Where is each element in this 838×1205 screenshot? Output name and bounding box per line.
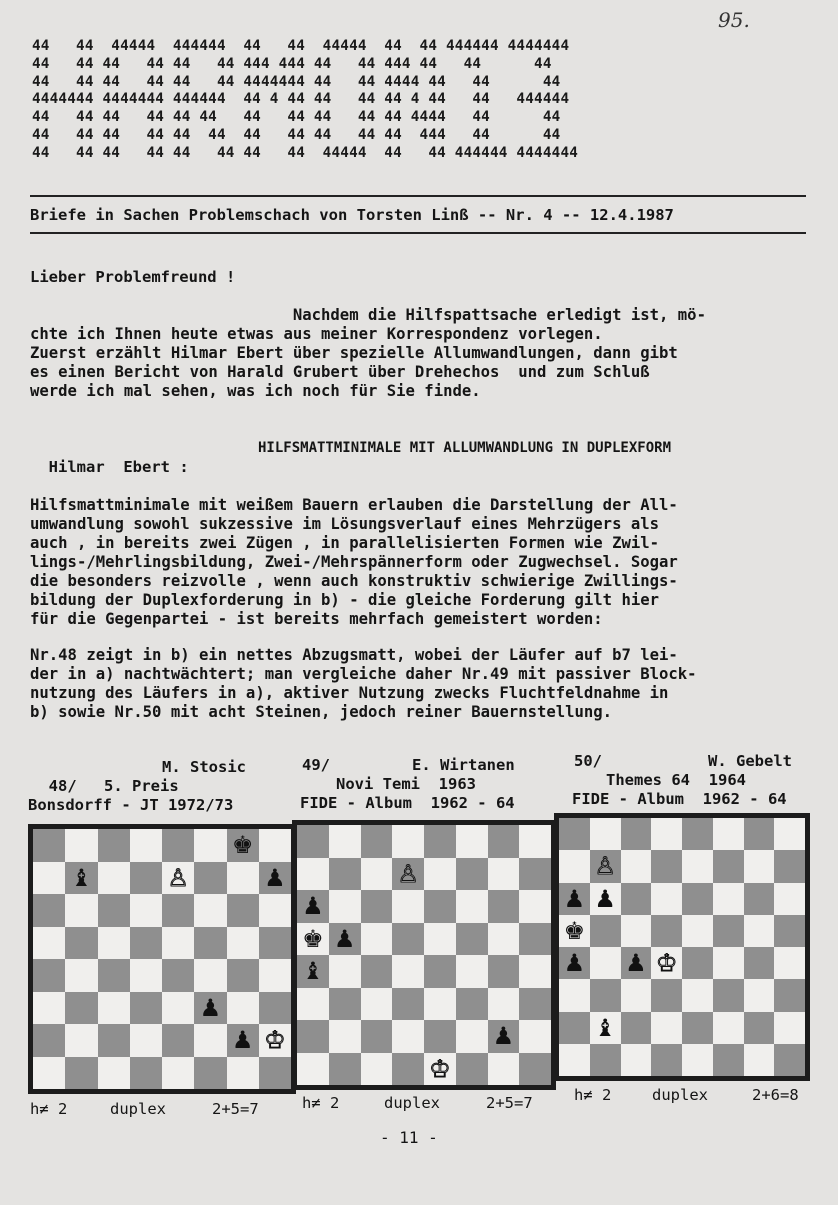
square-g7 [488, 858, 520, 891]
square-b4 [329, 955, 361, 988]
square-b2 [65, 1024, 97, 1057]
square-c3 [621, 979, 652, 1011]
square-h7 [259, 862, 291, 895]
square-c4 [361, 955, 393, 988]
square-c2 [98, 1024, 130, 1057]
black-piece-h7: ♟ [264, 863, 286, 892]
square-e4 [162, 959, 194, 992]
square-b6 [590, 883, 621, 915]
square-g4 [227, 959, 259, 992]
section-author: Hilmar Ebert : [48, 458, 189, 476]
banner-line: 44 44 44 44 44 44 4444444 44 44 4444 44 44 44 [32, 73, 561, 90]
square-e5 [162, 927, 194, 960]
square-c7 [621, 850, 652, 882]
square-h1 [519, 1053, 551, 1086]
square-f4 [194, 959, 226, 992]
square-d3 [392, 988, 424, 1021]
black-piece-g2: ♟ [492, 1022, 515, 1051]
square-g1 [227, 1057, 259, 1090]
square-b6 [329, 890, 361, 923]
square-g8 [488, 825, 520, 858]
square-g2 [488, 1020, 520, 1053]
text-line: der in a) nachtwächtert; man vergleiche daher Nr.49 mit passiver Block- [30, 665, 697, 683]
chess-diagram-50 [554, 813, 810, 1081]
square-c5 [361, 923, 393, 956]
square-c6 [98, 894, 130, 927]
square-b7 [590, 850, 621, 882]
text-line: umwandlung sowohl sukzessive im Lösungsverlauf eines Mehrzügers als [30, 515, 660, 533]
square-f1 [194, 1057, 226, 1090]
square-a4 [297, 955, 329, 988]
salutation: Lieber Problemfreund ! [30, 268, 236, 286]
square-e8 [162, 829, 194, 862]
square-b2 [329, 1020, 361, 1053]
square-d1 [130, 1057, 162, 1090]
square-d5 [392, 923, 424, 956]
intro-paragraph [30, 306, 810, 401]
square-a8 [297, 825, 329, 858]
square-g2 [744, 1012, 775, 1044]
square-e5 [682, 915, 713, 947]
square-a2 [33, 1024, 65, 1057]
text-line: lings-/Mehrlingsbildung, Zwei-/Mehrspännerform oder Zugwechsel. Sogar [30, 553, 678, 571]
white-piece-d4: ♔ [655, 949, 678, 978]
white-piece-b7: ♙ [594, 852, 616, 881]
diagram-50-stipulation: h≠ 2 [574, 1086, 612, 1104]
square-b3 [65, 992, 97, 1025]
square-a6 [559, 883, 590, 915]
square-c2 [621, 1012, 652, 1044]
square-f8 [456, 825, 488, 858]
diagram-49-source: FIDE - Album 1962 - 64 [300, 794, 515, 812]
square-d4 [392, 955, 424, 988]
square-e3 [682, 979, 713, 1011]
text-line: bildung der Duplexforderung in b) - die gleiche Forderung gilt hier [30, 591, 660, 609]
square-c2 [361, 1020, 393, 1053]
square-g6 [744, 883, 775, 915]
square-a5 [297, 923, 329, 956]
square-a4 [33, 959, 65, 992]
diagram-49-form: duplex [384, 1094, 440, 1112]
square-g1 [744, 1044, 775, 1076]
chessboard [559, 818, 805, 1076]
square-a7 [559, 850, 590, 882]
square-h8 [774, 818, 805, 850]
banner-line: 44 44 44 44 44 44 44 44 44 44 44 4444 44 44 [32, 109, 561, 126]
square-c1 [361, 1053, 393, 1086]
square-f3 [713, 979, 744, 1011]
square-b7 [329, 858, 361, 891]
handwritten-page-note: 95. [718, 8, 750, 32]
square-h2 [774, 1012, 805, 1044]
text-line: es einen Bericht von Harald Grubert über Drehechos und zum Schluß [30, 363, 650, 381]
square-e6 [162, 894, 194, 927]
diagram-48-source: Bonsdorff - JT 1972/73 [28, 796, 234, 814]
diagram-49-count: 2+5=7 [486, 1094, 533, 1112]
black-piece-b2: ♝ [594, 1013, 616, 1042]
square-b1 [329, 1053, 361, 1086]
square-b5 [329, 923, 361, 956]
square-h8 [259, 829, 291, 862]
square-f1 [713, 1044, 744, 1076]
square-d6 [130, 894, 162, 927]
square-a1 [297, 1053, 329, 1086]
square-b3 [329, 988, 361, 1021]
square-a6 [297, 890, 329, 923]
white-piece-h2: ♔ [264, 1026, 286, 1055]
square-h3 [519, 988, 551, 1021]
body-paragraph-2 [30, 646, 810, 722]
square-d3 [651, 979, 682, 1011]
square-h3 [259, 992, 291, 1025]
black-piece-g2: ♟ [231, 1026, 254, 1055]
square-e4 [682, 947, 713, 979]
square-f7 [713, 850, 744, 882]
square-a8 [33, 829, 65, 862]
newsletter-subtitle: Briefe in Sachen Problemschach von Torsten Linß -- Nr. 4 -- 12.4.1987 [30, 206, 674, 224]
square-a7 [33, 862, 65, 895]
black-piece-a6: ♟ [302, 892, 324, 921]
square-g3 [488, 988, 520, 1021]
square-d8 [392, 825, 424, 858]
square-c8 [98, 829, 130, 862]
banner-line: 44 44 44 44 44 44 44 44 44444 44 44 444444 4444444 [32, 144, 579, 161]
diagram-number: 48/ [48, 777, 77, 795]
square-c5 [98, 927, 130, 960]
square-g3 [744, 979, 775, 1011]
white-piece-e7: ♙ [167, 863, 189, 892]
black-piece-b7: ♝ [70, 863, 93, 892]
square-d8 [130, 829, 162, 862]
diagram-48-count: 2+5=7 [212, 1100, 259, 1118]
square-e2 [682, 1012, 713, 1044]
square-c7 [361, 858, 393, 891]
black-piece-a6: ♟ [563, 884, 586, 913]
diagram-49-stipulation: h≠ 2 [302, 1094, 340, 1112]
square-f7 [456, 858, 488, 891]
square-d1 [651, 1044, 682, 1076]
square-h6 [259, 894, 291, 927]
square-e3 [424, 988, 456, 1021]
diagram-48-author: M. Stosic [162, 758, 246, 776]
square-b1 [590, 1044, 621, 1076]
square-f2 [194, 1024, 226, 1057]
square-e4 [424, 955, 456, 988]
black-piece-c4: ♟ [625, 949, 647, 978]
square-b1 [65, 1057, 97, 1090]
page-number: - 11 - [380, 1128, 438, 1147]
square-f6 [456, 890, 488, 923]
square-b3 [590, 979, 621, 1011]
square-f6 [713, 883, 744, 915]
square-b6 [65, 894, 97, 927]
text-line: Nr.48 zeigt in b) ein nettes Abzugsmatt, wobei der Läufer auf b7 lei- [30, 646, 678, 664]
text-line: für die Gegenpartei - ist bereits mehrfach gemeistert worden: [30, 610, 603, 628]
square-h7 [774, 850, 805, 882]
square-h8 [519, 825, 551, 858]
square-d6 [392, 890, 424, 923]
square-f6 [194, 894, 226, 927]
text-line: auch , in bereits zwei Zügen , in parallelisierten Formen wie Zwil- [30, 534, 660, 552]
section-heading [30, 440, 810, 494]
square-g7 [744, 850, 775, 882]
square-g8 [227, 829, 259, 862]
square-h7 [519, 858, 551, 891]
square-d5 [651, 915, 682, 947]
square-g5 [488, 923, 520, 956]
black-piece-b5: ♟ [333, 924, 356, 953]
square-h4 [259, 959, 291, 992]
square-b5 [65, 927, 97, 960]
square-d7 [392, 858, 424, 891]
square-d2 [130, 1024, 162, 1057]
top-rule [30, 195, 806, 197]
square-f4 [456, 955, 488, 988]
square-c5 [621, 915, 652, 947]
banner-line: 4444444 4444444 444444 44 4 44 44 44 44 4 44 44 444444 [32, 91, 570, 108]
square-h5 [774, 915, 805, 947]
text-line: chte ich Ihnen heute etwas aus meiner Korrespondenz vorlegen. [30, 325, 603, 343]
square-e6 [682, 883, 713, 915]
square-h6 [774, 883, 805, 915]
black-piece-f3: ♟ [199, 993, 222, 1022]
square-c6 [621, 883, 652, 915]
square-h5 [259, 927, 291, 960]
square-b8 [329, 825, 361, 858]
square-c8 [621, 818, 652, 850]
diagram-50-count: 2+6=8 [752, 1086, 799, 1104]
diagram-50-source: FIDE - Album 1962 - 64 [572, 790, 787, 808]
square-a2 [559, 1012, 590, 1044]
square-e1 [162, 1057, 194, 1090]
chess-diagram-49 [292, 820, 556, 1090]
black-piece-g8: ♚ [231, 831, 254, 860]
square-b5 [590, 915, 621, 947]
diagram-49-author: E. Wirtanen [412, 756, 515, 774]
square-h3 [774, 979, 805, 1011]
square-g6 [227, 894, 259, 927]
square-f1 [456, 1053, 488, 1086]
banner-line: 44 44 44444 444444 44 44 44444 44 44 444444 4444444 [32, 38, 570, 54]
square-e1 [424, 1053, 456, 1086]
diagram-50-form: duplex [652, 1086, 708, 1104]
square-d3 [130, 992, 162, 1025]
square-b7 [65, 862, 97, 895]
square-f8 [194, 829, 226, 862]
square-e8 [424, 825, 456, 858]
diagram-49-award: Novi Temi 1963 [336, 775, 476, 793]
square-b2 [590, 1012, 621, 1044]
square-d2 [392, 1020, 424, 1053]
square-b8 [590, 818, 621, 850]
text-line: die besonders reizvolle , wenn auch konstruktiv schwierige Zwillings- [30, 572, 678, 590]
square-g8 [744, 818, 775, 850]
square-d7 [651, 850, 682, 882]
square-d4 [651, 947, 682, 979]
square-e1 [682, 1044, 713, 1076]
square-b4 [65, 959, 97, 992]
body-paragraph-1 [30, 496, 810, 629]
square-f2 [456, 1020, 488, 1053]
text-line: Nachdem die Hilfspattsache erledigt ist, mö- [30, 306, 706, 324]
black-piece-a4: ♟ [563, 949, 586, 978]
square-d7 [130, 862, 162, 895]
square-h2 [259, 1024, 291, 1057]
chess-diagram-48 [28, 824, 296, 1094]
diagram-48-stipulation: h≠ 2 [30, 1100, 68, 1118]
black-piece-b6: ♟ [594, 884, 616, 913]
square-a7 [297, 858, 329, 891]
square-f5 [713, 915, 744, 947]
square-c3 [98, 992, 130, 1025]
square-e5 [424, 923, 456, 956]
square-c6 [361, 890, 393, 923]
black-piece-a5: ♚ [563, 916, 586, 945]
square-a5 [33, 927, 65, 960]
square-c7 [98, 862, 130, 895]
square-d6 [651, 883, 682, 915]
square-c4 [98, 959, 130, 992]
diagram-50-number: 50/ [574, 752, 602, 770]
text-line: Hilfsmattminimale mit weißem Bauern erlauben die Darstellung der All- [30, 496, 678, 514]
diagram-48-header [30, 758, 77, 796]
square-a5 [559, 915, 590, 947]
square-b4 [590, 947, 621, 979]
square-a8 [559, 818, 590, 850]
black-piece-a4: ♝ [302, 957, 324, 986]
black-piece-a5: ♚ [302, 924, 324, 953]
square-c1 [98, 1057, 130, 1090]
square-a1 [33, 1057, 65, 1090]
square-g7 [227, 862, 259, 895]
square-g2 [227, 1024, 259, 1057]
bottom-rule [30, 232, 806, 234]
square-e6 [424, 890, 456, 923]
chessboard [33, 829, 291, 1089]
diagram-50-author: W. Gebelt [708, 752, 792, 770]
text-line: b) sowie Nr.50 mit acht Steinen, jedoch reiner Bauernstellung. [30, 703, 613, 721]
square-d2 [651, 1012, 682, 1044]
square-g5 [227, 927, 259, 960]
square-e7 [162, 862, 194, 895]
diagram-48-award: 5. Preis [104, 777, 179, 795]
square-f7 [194, 862, 226, 895]
square-a2 [297, 1020, 329, 1053]
square-a3 [33, 992, 65, 1025]
square-h1 [259, 1057, 291, 1090]
square-f3 [194, 992, 226, 1025]
text-line: werde ich mal sehen, was ich noch für Sie finde. [30, 382, 481, 400]
square-f8 [713, 818, 744, 850]
text-line: nutzung des Läufers in a), aktiver Nutzung zwecks Fluchtfeldnahme in [30, 684, 669, 702]
square-a4 [559, 947, 590, 979]
text-line: Zuerst erzählt Hilmar Ebert über spezielle Allumwandlungen, dann gibt [30, 344, 678, 362]
square-d5 [130, 927, 162, 960]
square-c8 [361, 825, 393, 858]
square-g3 [227, 992, 259, 1025]
square-a6 [33, 894, 65, 927]
square-f2 [713, 1012, 744, 1044]
square-d4 [130, 959, 162, 992]
diagram-48-form: duplex [110, 1100, 166, 1118]
square-h4 [519, 955, 551, 988]
square-g1 [488, 1053, 520, 1086]
square-a3 [297, 988, 329, 1021]
square-d8 [651, 818, 682, 850]
diagram-50-award: Themes 64 1964 [606, 771, 746, 789]
square-h5 [519, 923, 551, 956]
square-f4 [713, 947, 744, 979]
square-e7 [424, 858, 456, 891]
diagram-49-number: 49/ [302, 756, 330, 774]
square-f3 [456, 988, 488, 1021]
square-h1 [774, 1044, 805, 1076]
square-h6 [519, 890, 551, 923]
square-e2 [162, 1024, 194, 1057]
square-h4 [774, 947, 805, 979]
square-f5 [456, 923, 488, 956]
masthead-banner [32, 38, 578, 163]
square-g6 [488, 890, 520, 923]
banner-line: 44 44 44 44 44 44 44 44 44 44 44 444 44 44 [32, 126, 561, 143]
white-piece-d7: ♙ [397, 859, 419, 888]
square-c1 [621, 1044, 652, 1076]
white-piece-e1: ♔ [429, 1054, 451, 1083]
square-g5 [744, 915, 775, 947]
section-title: HILFSMATTMINIMALE MIT ALLUMWANDLUNG IN DUPLEXFORM [258, 440, 672, 456]
square-c3 [361, 988, 393, 1021]
square-g4 [744, 947, 775, 979]
square-a3 [559, 979, 590, 1011]
square-e7 [682, 850, 713, 882]
square-c4 [621, 947, 652, 979]
square-e2 [424, 1020, 456, 1053]
square-e8 [682, 818, 713, 850]
square-d1 [392, 1053, 424, 1086]
square-b8 [65, 829, 97, 862]
square-a1 [559, 1044, 590, 1076]
banner-line: 44 44 44 44 44 44 444 444 44 44 444 44 44 44 [32, 55, 552, 72]
chessboard [297, 825, 551, 1085]
square-e3 [162, 992, 194, 1025]
square-h2 [519, 1020, 551, 1053]
square-g4 [488, 955, 520, 988]
square-f5 [194, 927, 226, 960]
